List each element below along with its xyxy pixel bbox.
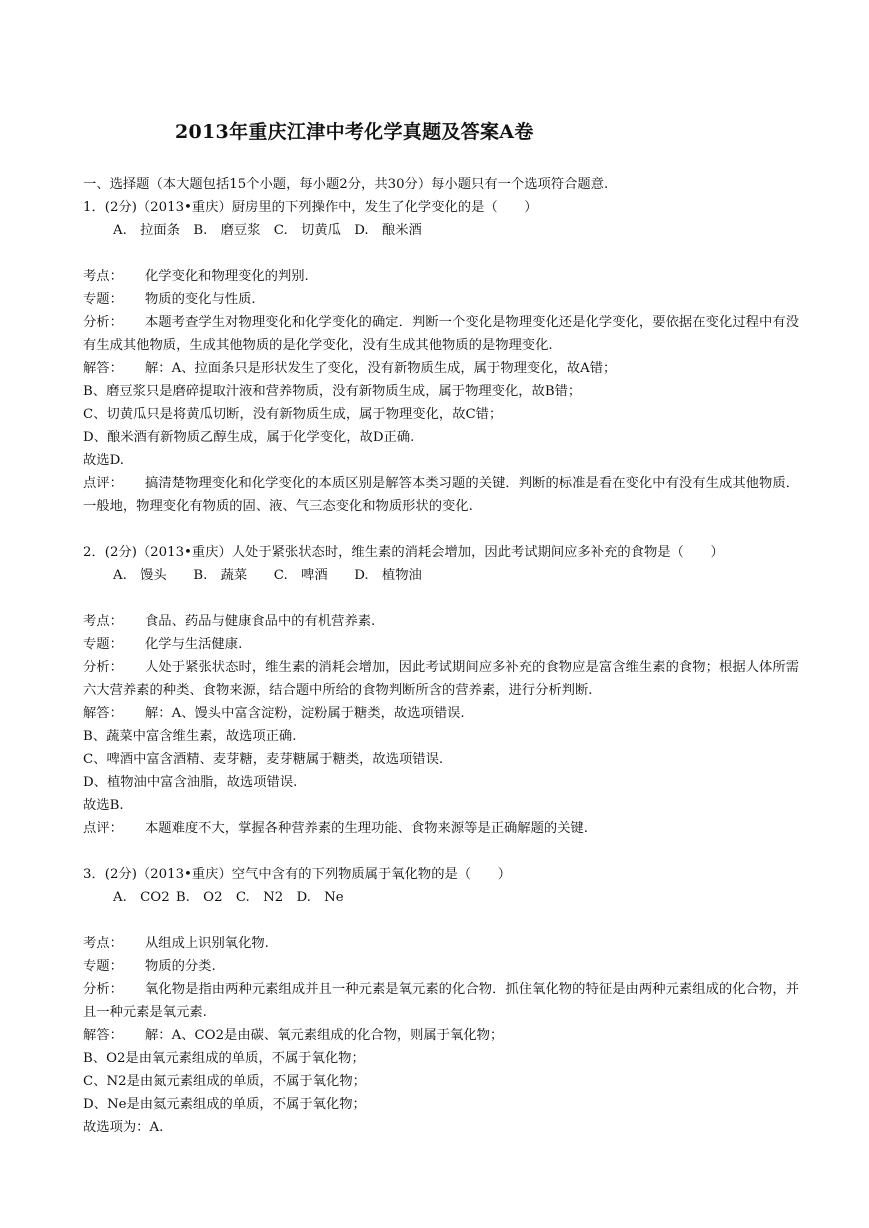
jieda-line: C、N2是由氮元素组成的单质，不属于氧化物； <box>83 1074 366 1089</box>
jieda-line: B、磨豆浆只是磨碎提取汁液和营养物质，没有新物质生成，属于物理变化，故B错； <box>83 384 582 399</box>
jieda-line: 故选D. <box>83 453 125 468</box>
fenxi-text: 氧化物是指由两种元素组成并且一种元素是氧元素的化合物．抓住氧化物的特征是由两种元素组成的化合物，并且一种元素是氧元素. <box>83 982 799 1020</box>
jieda-label: 解答： <box>83 361 123 376</box>
kaodian-label: 考点： <box>83 936 123 951</box>
kaodian-text: 食品、药品与健康食品中的有机营养素. <box>145 614 376 629</box>
question-stem: 2．(2分)（2013•重庆）人处于紧张状态时，维生素的消耗会增加，因此考试期间应多补充的食物是（ ） <box>83 545 724 560</box>
zhuanti-text: 物质的分类. <box>145 959 216 974</box>
fenxi-label: 分析： <box>83 660 123 675</box>
fenxi-row <box>83 978 799 1024</box>
jieda-line: D、Ne是由氦元素组成的单质，不属于氧化物； <box>83 1097 366 1112</box>
jieda-row <box>83 702 799 725</box>
zhuanti-label: 专题： <box>83 637 123 652</box>
question-options: A. 拉面条 B. 磨豆浆 C. 切黄瓜 D. 酿米酒 <box>113 223 422 238</box>
kaodian-row <box>83 610 799 633</box>
zhuanti-label: 专题： <box>83 292 123 307</box>
spacer <box>83 587 799 610</box>
question-options: A. 馒头 B. 蔬菜 C. 啤酒 D. 植物油 <box>113 568 422 583</box>
fenxi-label: 分析： <box>83 315 123 330</box>
dianping-row <box>83 817 799 840</box>
dianping-label: 点评： <box>83 476 123 491</box>
kaodian-row <box>83 265 799 288</box>
kaodian-text: 化学变化和物理变化的判别. <box>145 269 309 284</box>
jieda-line: B、O2是由氧元素组成的单质，不属于氧化物； <box>83 1051 365 1066</box>
zhuanti-text: 化学与生活健康. <box>145 637 243 652</box>
question-2 <box>83 541 799 863</box>
fenxi-text: 本题考查学生对物理变化和化学变化的确定．判断一个变化是物理变化还是化学变化，要依据在变化过程中有没有生成其他物质，生成其他物质的是化学变化，没有生成其他物质的是物理变化. <box>83 315 799 353</box>
spacer <box>83 518 799 541</box>
dianping-text: 搞清楚物理变化和化学变化的本质区别是解答本类习题的关键．判断的标准是看在变化中有没有生成其他物质．一般地，物理变化有物质的固、液、气三态变化和物质形状的变化. <box>83 476 799 514</box>
fenxi-text: 人处于紧张状态时，维生素的消耗会增加，因此考试期间应多补充的食物应是富含维生素的食物；根据人体所需六大营养素的种类、食物来源，结合题中所给的食物判断所含的营养素，进行分析判断. <box>83 660 799 698</box>
fenxi-row <box>83 656 799 702</box>
zhuanti-row <box>83 633 799 656</box>
jieda-text: 解：A、馒头中富含淀粉，淀粉属于糖类，故选项错误. <box>145 706 465 721</box>
document-body <box>83 173 799 1139</box>
jieda-row <box>83 357 799 380</box>
question-1 <box>83 196 799 541</box>
kaodian-label: 考点： <box>83 269 123 284</box>
kaodian-text: 从组成上识别氧化物. <box>145 936 269 951</box>
spacer <box>83 242 799 265</box>
zhuanti-text: 物质的变化与性质. <box>145 292 256 307</box>
dianping-text: 本题难度不大，掌握各种营养素的生理功能、食物来源等是正确解题的关键. <box>145 821 589 836</box>
zhuanti-row <box>83 955 799 978</box>
jieda-text: 解：A、拉面条只是形状发生了变化，没有新物质生成，属于物理变化，故A错； <box>145 361 617 376</box>
question-stem: 3．(2分)（2013•重庆）空气中含有的下列物质属于氧化物的是（ ） <box>83 867 511 882</box>
fenxi-label: 分析： <box>83 982 123 997</box>
dianping-label: 点评： <box>83 821 123 836</box>
section-header: 一、选择题（本大题包括15个小题，每小题2分，共30分）每小题只有一个选项符合题意. <box>83 177 609 192</box>
spacer <box>83 840 799 863</box>
kaodian-row <box>83 932 799 955</box>
jieda-line: D、植物油中富含油脂，故选项错误. <box>83 775 298 790</box>
question-options: A. CO2 B. O2 C. N2 D. Ne <box>113 890 344 905</box>
jieda-line: C、啤酒中富含酒精、麦芽糖，麦芽糖属于糖类，故选项错误. <box>83 752 444 767</box>
fenxi-row <box>83 311 799 357</box>
jieda-line: 故选B. <box>83 798 124 813</box>
jieda-line: B、蔬菜中富含维生素，故选项正确. <box>83 729 297 744</box>
dianping-row <box>83 472 799 518</box>
question-stem: 1．(2分)（2013•重庆）厨房里的下列操作中，发生了化学变化的是（ ） <box>83 200 538 215</box>
jieda-row <box>83 1024 799 1047</box>
jieda-label: 解答： <box>83 706 123 721</box>
jieda-line: 故选项为：A. <box>83 1120 164 1135</box>
zhuanti-label: 专题： <box>83 959 123 974</box>
question-3 <box>83 863 799 1139</box>
jieda-line: C、切黄瓜只是将黄瓜切断，没有新物质生成，属于物理变化，故C错； <box>83 407 503 422</box>
spacer <box>83 909 799 932</box>
jieda-label: 解答： <box>83 1028 123 1043</box>
zhuanti-row <box>83 288 799 311</box>
document-title: 2013年重庆江津中考化学真题及答案A卷 <box>175 121 534 143</box>
jieda-text: 解：A、CO2是由碳、氧元素组成的化合物，则属于氧化物； <box>145 1028 504 1043</box>
kaodian-label: 考点： <box>83 614 123 629</box>
jieda-line: D、酿米酒有新物质乙醇生成，属于化学变化，故D正确. <box>83 430 415 445</box>
